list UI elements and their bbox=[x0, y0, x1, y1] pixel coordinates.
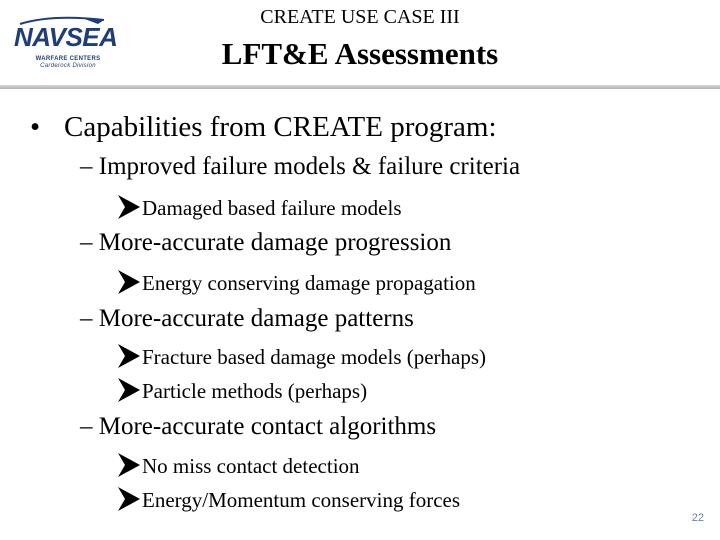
detail-text: No miss contact detection bbox=[142, 454, 360, 478]
arrow-right-icon bbox=[116, 376, 142, 404]
slide-supertitle: CREATE USE CASE III bbox=[260, 6, 460, 28]
arrow-right-icon bbox=[116, 451, 142, 479]
slide-title: LFT&E Assessments bbox=[221, 36, 499, 71]
logo-subtitle: WARFARE CENTERS bbox=[35, 56, 101, 62]
detail-item bbox=[116, 485, 460, 513]
sub-bullet-3: – More-accurate damage patterns bbox=[80, 305, 414, 332]
logo-division: Carderock Division bbox=[40, 63, 96, 69]
sub-bullet-1: – Improved failure models & failure criteria bbox=[80, 153, 521, 180]
arrow-right-icon bbox=[116, 268, 142, 296]
detail-text: Particle methods (perhaps) bbox=[142, 379, 368, 403]
arrow-right-icon bbox=[116, 342, 142, 370]
bullet-dot: • bbox=[30, 111, 41, 143]
main-bullet bbox=[30, 111, 497, 144]
detail-item bbox=[116, 451, 360, 479]
detail-text: Damaged based failure models bbox=[142, 196, 402, 220]
sub-bullet-4: – More-accurate contact algorithms bbox=[80, 413, 437, 440]
arrow-right-icon bbox=[116, 193, 142, 221]
sub-bullet-2: – More-accurate damage progression bbox=[80, 229, 452, 256]
main-bullet-text: Capabilities from CREATE program: bbox=[64, 111, 497, 143]
logo-wordmark: NAVSEA bbox=[14, 22, 118, 52]
arrow-right-icon bbox=[116, 485, 142, 513]
detail-text: Energy conserving damage propagation bbox=[142, 271, 476, 295]
detail-text: Fracture based damage models (perhaps) bbox=[142, 345, 487, 369]
detail-text: Energy/Momentum conserving forces bbox=[142, 488, 461, 512]
detail-item bbox=[116, 268, 476, 296]
detail-item bbox=[116, 376, 367, 404]
detail-item bbox=[116, 193, 402, 221]
detail-item bbox=[116, 342, 486, 370]
page-number: 22 bbox=[691, 512, 704, 524]
